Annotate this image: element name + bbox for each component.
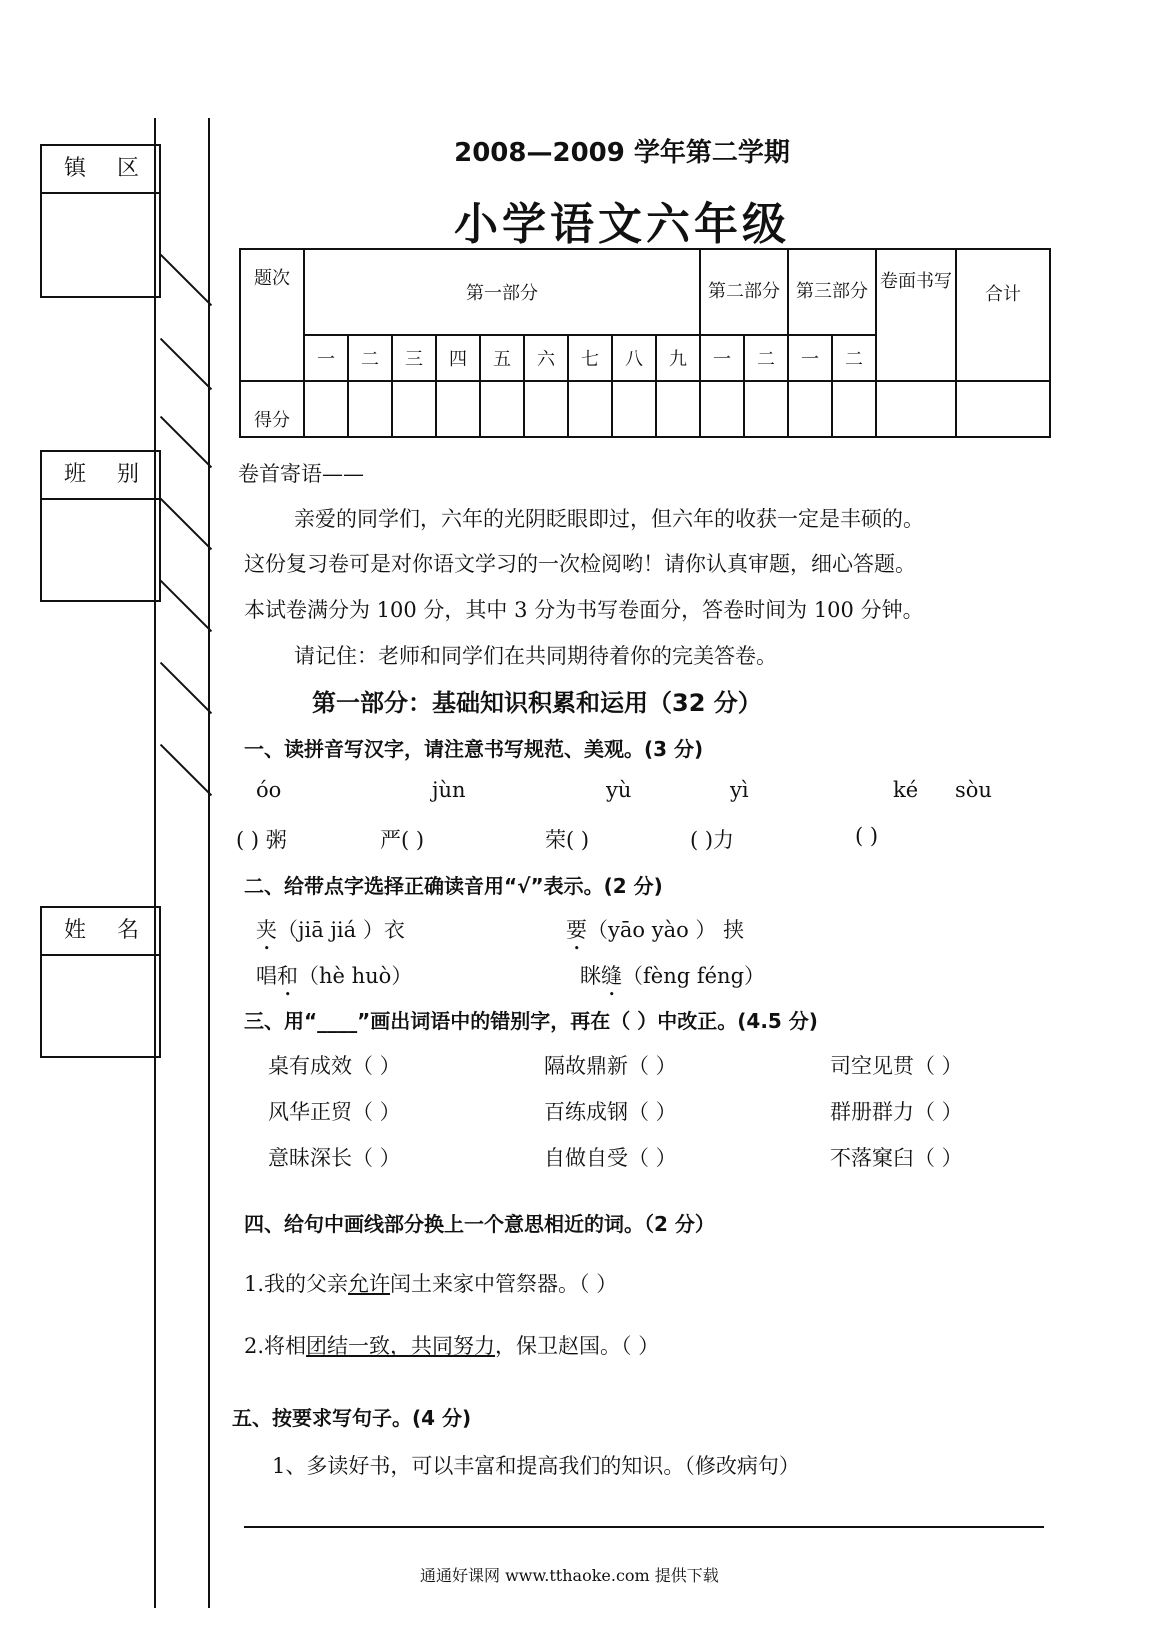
total-header: 合计: [956, 249, 1050, 381]
writing-header: 卷面书写: [876, 249, 956, 381]
col-header: 九: [656, 335, 700, 381]
score-cell[interactable]: [956, 381, 1050, 437]
pinyin: jùn: [432, 778, 466, 802]
answer-blank[interactable]: 严( ): [380, 828, 425, 852]
pinyin: yù: [606, 778, 632, 802]
seal-slash: [160, 338, 212, 390]
q3-item[interactable]: 百练成钢（ ）: [544, 1100, 677, 1124]
q2-item[interactable]: [566, 914, 744, 955]
part1-header: 第一部分: [304, 249, 700, 335]
q2-item[interactable]: [580, 960, 765, 1001]
q3-item[interactable]: 隔故鼎新（ ）: [544, 1054, 677, 1078]
q2-title: 二、给带点字选择正确读音用“√”表示。(2 分): [244, 874, 663, 898]
topic-header: 题次: [240, 249, 304, 381]
binding-line-right: [208, 118, 210, 1608]
seal-slash: [160, 416, 212, 468]
pinyin: óo: [256, 778, 282, 802]
underlined-phrase: 团结一致，共同努力: [306, 1334, 496, 1358]
char: 唱: [256, 964, 277, 988]
q3-item[interactable]: 不落窠臼（ ）: [830, 1146, 963, 1170]
q1-title: 一、读拼音写汉字，请注意书写规范、美观。(3 分): [244, 737, 704, 761]
q2-item[interactable]: [256, 914, 405, 955]
intro-heading: 卷首寄语——: [238, 462, 364, 486]
part1-title: 第一部分：基础知识积累和运用（32 分）: [312, 689, 762, 717]
score-cell[interactable]: [612, 381, 656, 437]
score-cell[interactable]: [524, 381, 568, 437]
q3-title-b: ”画出词语中的错别字，再在（ ）中改正。(4.5 分): [357, 1009, 818, 1033]
answer-line[interactable]: [244, 1526, 1044, 1528]
col-header: 二: [832, 335, 876, 381]
answer-blank[interactable]: ( ) 粥: [236, 828, 287, 852]
score-table: [239, 248, 1051, 438]
intro-paragraph: 本试卷满分为 100 分，其中 3 分为书写卷面分，答卷时间为 100 分钟。: [244, 598, 924, 622]
class-box[interactable]: [40, 450, 161, 602]
q3-item[interactable]: 意昧深长（ ）: [268, 1146, 401, 1170]
reading-options: （jiā jiá ）衣: [277, 918, 405, 942]
score-cell[interactable]: [304, 381, 348, 437]
q5-title: 五、按要求写句子。(4 分): [232, 1406, 472, 1430]
part2-header: 第二部分: [700, 249, 788, 335]
dotted-char: 缝: [601, 964, 622, 988]
q5-sentence: 1、多读好书，可以丰富和提高我们的知识。（修改病句）: [272, 1454, 800, 1478]
reading-options: （yāo yào ） 挟: [587, 918, 745, 942]
binding-line-left: [154, 118, 156, 1608]
dotted-char: 要: [566, 918, 587, 942]
col-header: 七: [568, 335, 612, 381]
intro-paragraph: 亲爱的同学们，六年的光阴眨眼即过，但六年的收获一定是丰硕的。: [294, 507, 924, 531]
col-header: 五: [480, 335, 524, 381]
score-cell[interactable]: [392, 381, 436, 437]
sentence-part: 闰土来家中管祭器。（ ）: [390, 1272, 618, 1296]
q3-title-a: 三、用“: [244, 1009, 318, 1033]
answer-blank[interactable]: ( )力: [690, 828, 735, 852]
part3-header: 第三部分: [788, 249, 876, 335]
intro-paragraph: 请记住：老师和同学们在共同期待着你的完美答卷。: [294, 644, 777, 668]
score-label: 得分: [240, 381, 304, 437]
q3-blank: ____: [317, 1009, 358, 1033]
score-cell[interactable]: [348, 381, 392, 437]
dotted-char: 夹: [256, 918, 277, 942]
score-cell[interactable]: [744, 381, 788, 437]
town-label: 镇 区: [42, 146, 159, 194]
col-header: 二: [348, 335, 392, 381]
char: 眯: [580, 964, 601, 988]
town-box[interactable]: [40, 144, 161, 298]
seal-slash: [160, 662, 212, 714]
score-cell[interactable]: [480, 381, 524, 437]
pinyin: yì: [730, 778, 749, 802]
q3-item[interactable]: 群册群力（ ）: [830, 1100, 963, 1124]
score-cell[interactable]: [832, 381, 876, 437]
q4-title: 四、给句中画线部分换上一个意思相近的词。（2 分）: [244, 1212, 715, 1236]
page-title: 小学语文六年级: [454, 199, 790, 250]
seal-slash: [160, 580, 212, 632]
q3-item[interactable]: 风华正贸（ ）: [268, 1100, 401, 1124]
seal-slash: [160, 744, 212, 796]
dotted-char: 和: [277, 964, 298, 988]
seal-slash: [160, 254, 212, 306]
name-label: 姓 名: [42, 908, 159, 956]
score-cell[interactable]: [876, 381, 956, 437]
pinyin: ké: [893, 778, 919, 802]
col-header: 三: [392, 335, 436, 381]
underlined-phrase: 允许: [348, 1272, 391, 1296]
score-cell[interactable]: [436, 381, 480, 437]
sentence-part: 1.我的父亲: [244, 1272, 349, 1296]
pinyin: sòu: [955, 778, 992, 802]
q3-title: [244, 1005, 818, 1034]
class-label: 班 别: [42, 452, 159, 500]
answer-blank[interactable]: ( ): [855, 824, 879, 848]
score-cell[interactable]: [700, 381, 744, 437]
sentence-part: 2.将相: [244, 1334, 307, 1358]
col-header: 一: [304, 335, 348, 381]
school-year: 2008—2009 学年第二学期: [454, 138, 790, 168]
q3-item[interactable]: 自做自受（ ）: [544, 1146, 677, 1170]
reading-options: （fèng féng）: [622, 964, 766, 988]
col-header: 一: [700, 335, 744, 381]
col-header: 二: [744, 335, 788, 381]
answer-blank[interactable]: 荣( ): [545, 828, 590, 852]
col-header: 六: [524, 335, 568, 381]
col-header: 一: [788, 335, 832, 381]
score-cell[interactable]: [656, 381, 700, 437]
reading-options: （hè huò）: [298, 964, 413, 988]
col-header: 四: [436, 335, 480, 381]
footer: 通通好课网 www.tthaoke.com 提供下载: [420, 1566, 719, 1585]
name-box[interactable]: [40, 906, 161, 1058]
q3-item[interactable]: 司空见贯（ ）: [830, 1054, 963, 1078]
q3-item[interactable]: 桌有成效（ ）: [268, 1054, 401, 1078]
q4-sentence[interactable]: [244, 1268, 617, 1298]
seal-slash: [160, 498, 212, 550]
intro-paragraph: 这份复习卷可是对你语文学习的一次检阅哟！请你认真审题，细心答题。: [244, 552, 916, 576]
q4-sentence[interactable]: [244, 1330, 659, 1360]
q2-item[interactable]: [256, 960, 412, 1001]
score-cell[interactable]: [788, 381, 832, 437]
col-header: 八: [612, 335, 656, 381]
sentence-part: ，保卫赵国。（ ）: [495, 1334, 660, 1358]
score-cell[interactable]: [568, 381, 612, 437]
